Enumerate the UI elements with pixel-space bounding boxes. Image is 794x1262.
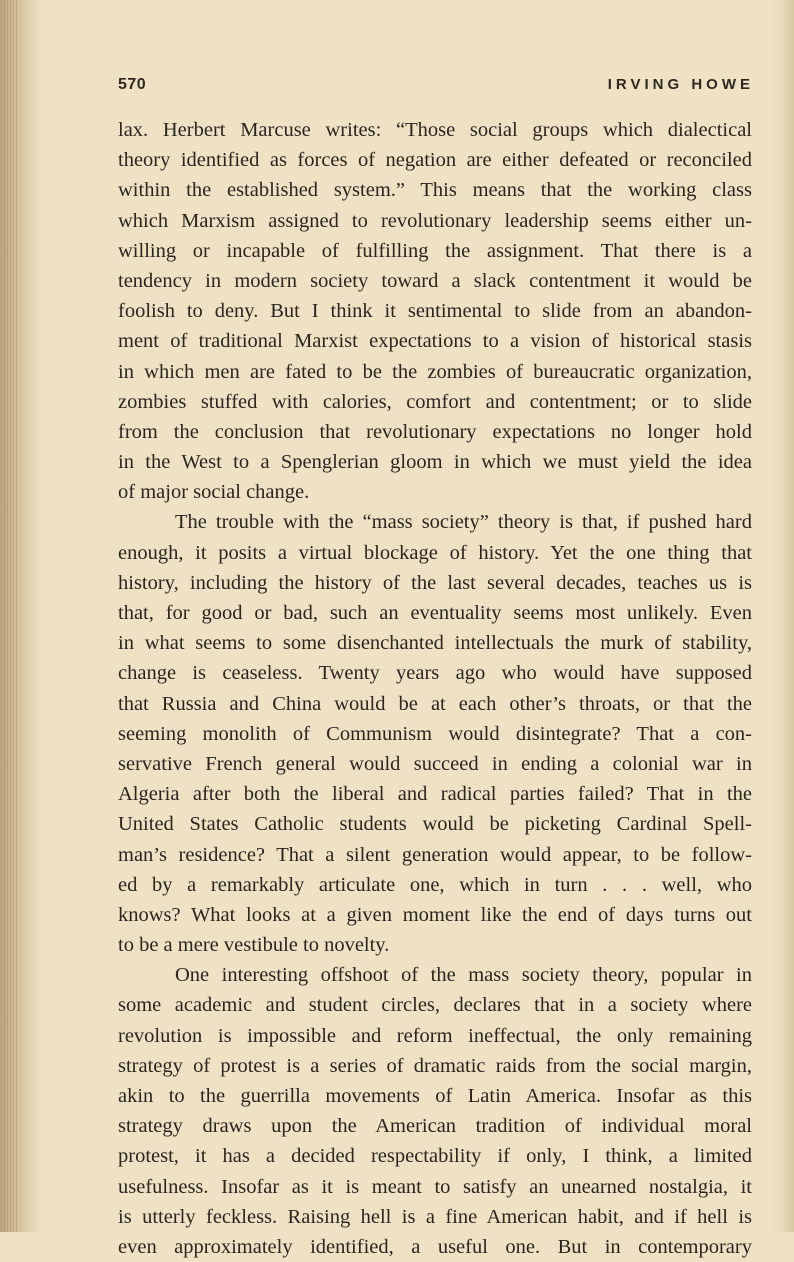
text-line: usefulness. Insofar as it is meant to satisfy an unearned nostalgia, it xyxy=(118,1175,752,1198)
text-line: seeming monolith of Communism would disintegrate? That a con- xyxy=(118,722,752,745)
text-line: Algeria after both the liberal and radical parties failed? That in the xyxy=(118,783,752,806)
paragraph xyxy=(118,960,752,1262)
text-line: that, for good or bad, such an eventuality seems most unlikely. Even xyxy=(118,602,752,624)
text-line: servative French general would succeed in ending a colonial war in xyxy=(118,752,752,775)
text-line: some academic and student circles, declares that in a society where xyxy=(118,994,752,1017)
paragraph xyxy=(118,115,752,507)
text-line: tendency in modern society toward a slack contentment it would be xyxy=(118,269,752,292)
page-right-edge xyxy=(770,0,794,1232)
text-line: The trouble with the “mass society” theory is that, if pushed hard xyxy=(175,511,752,534)
text-line: United States Catholic students would be picketing Cardinal Spell- xyxy=(118,813,752,836)
text-line: lax. Herbert Marcuse writes: “Those social groups which dialectical xyxy=(118,119,752,141)
text-line: enough, it posits a virtual blockage of history. Yet the one thing that xyxy=(118,541,752,564)
text-line: foolish to deny. But I think it sentimental to slide from an abandon- xyxy=(118,300,752,323)
text-line: change is ceaseless. Twenty years ago who would have supposed xyxy=(118,662,752,685)
text-line: in what seems to some disenchanted intellectuals the murk of stability, xyxy=(118,632,752,655)
text-line: man’s residence? That a silent generation would appear, to be follow- xyxy=(118,843,752,866)
text-line: in the West to a Spenglerian gloom in which we must yield the idea xyxy=(118,451,752,474)
body-text xyxy=(118,115,752,1262)
text-line: One interesting offshoot of the mass society theory, popular in xyxy=(175,964,752,987)
text-line: theory identified as forces of negation are either defeated or reconciled xyxy=(118,149,752,172)
text-line: akin to the guerrilla movements of Latin America. Insofar as this xyxy=(118,1085,752,1107)
page-number: 570 xyxy=(118,76,147,93)
page-header xyxy=(118,72,754,102)
text-line: that Russia and China would be at each other’s throats, or that the xyxy=(118,692,752,715)
text-line: knows? What looks at a given moment like the end of days turns out xyxy=(118,903,752,926)
text-line: revolution is impossible and reform ineffectual, the only remaining xyxy=(118,1024,752,1047)
text-line: protest, it has a decided respectability if only, I think, a limited xyxy=(118,1145,752,1168)
text-line: is utterly feckless. Raising hell is a fine American habit, and if hell is xyxy=(118,1205,752,1228)
text-line: from the conclusion that revolutionary expectations no longer hold xyxy=(118,420,752,443)
text-line: which Marxism assigned to revolutionary leadership seems either un- xyxy=(118,209,752,232)
text-line: ment of traditional Marxist expectations to a vision of historical stasis xyxy=(118,330,752,353)
text-line: zombies stuffed with calories, comfort and contentment; or to slide xyxy=(118,390,752,413)
text-line: strategy of protest is a series of dramatic raids from the social margin, xyxy=(118,1054,752,1077)
text-line: ed by a remarkably articulate one, which in turn . . . well, who xyxy=(118,873,752,896)
text-line: within the established system.” This means that the working class xyxy=(118,179,752,202)
text-line: of major social change. xyxy=(118,481,310,504)
text-line: history, including the history of the last several decades, teaches us is xyxy=(118,571,752,594)
page-stack-edge xyxy=(4,0,18,1232)
text-line: in which men are fated to be the zombies of bureaucratic organization, xyxy=(118,360,752,383)
text-line: even approximately identified, a useful one. But in contemporary xyxy=(118,1235,752,1258)
paragraph xyxy=(118,507,752,960)
running-head: IRVING HOWE xyxy=(607,76,754,93)
text-line: willing or incapable of fulfilling the assignment. That there is a xyxy=(118,239,752,262)
text-line: strategy draws upon the American tradition of individual moral xyxy=(118,1115,752,1138)
text-line: to be a mere vestibule to novelty. xyxy=(118,934,390,957)
